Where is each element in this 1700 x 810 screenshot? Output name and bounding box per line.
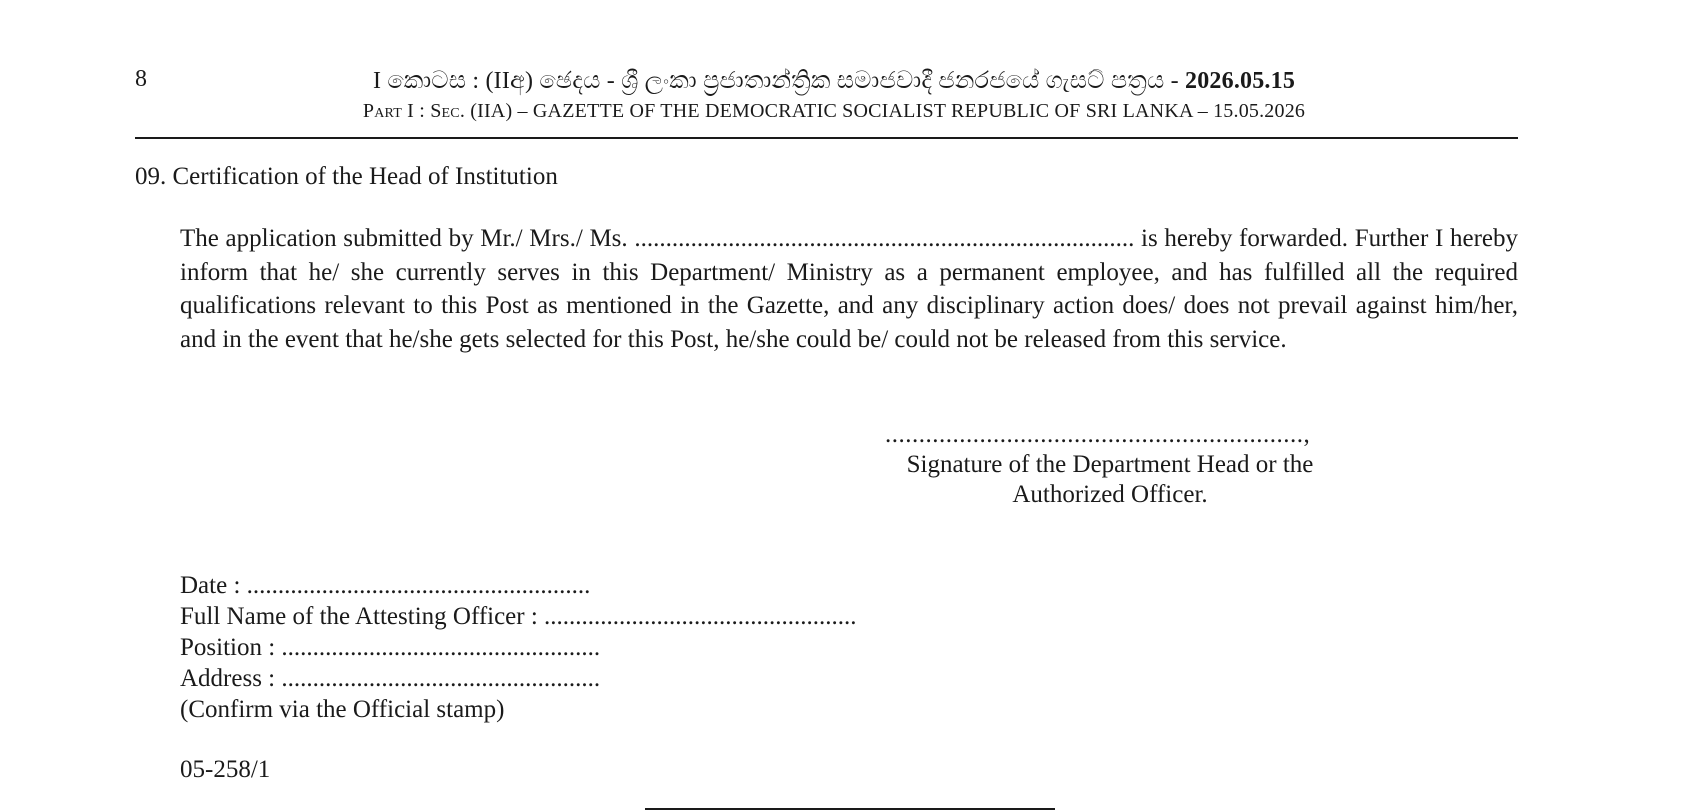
section-title: 09. Certification of the Head of Institution [135, 163, 558, 190]
header-english-rest: (IIA) – GAZETTE OF THE DEMOCRATIC SOCIALIST REPUBLIC OF SRI LANKA – 15.05.2026 [465, 100, 1306, 122]
signature-caption-line2: Authorized Officer. [1012, 481, 1208, 508]
header-sinhala-line [135, 66, 1518, 96]
header-english-roman: I : [401, 100, 431, 122]
header-sinhala-title: I කොටස : (IIඅ) ඡෙදය - ශ්‍රී ලංකා ප්‍රජාතාන්ත්‍රික සමාජවාදී ජනරජයේ ගැසට් පත්‍රය - [372, 68, 1186, 94]
header-english-part: Part [362, 100, 402, 122]
attestation-form [180, 570, 857, 725]
header-sinhala-date: 2026.05.15 [1185, 68, 1296, 94]
page-number: 8 [135, 66, 147, 92]
header-divider [135, 137, 1518, 139]
header-english-line [135, 98, 1518, 124]
signature-block [885, 420, 1335, 510]
certification-paragraph: The application submitted by Mr./ Mrs./ Ms. ................................................................................ is hereby forwarded. Further I hereby inform that he/ she currently serves in this Department/ Ministry as a permanent employee, and has fulfilled all the required qualifications relevant to this Post as mentioned in the Gazette, and any disciplinary action does/ does not prevail against him/her, and in the event that he/she gets selected for this Post, he/she could be/ could not be released from this service. [180, 225, 1518, 353]
header-english-sec: Sec. [430, 100, 466, 122]
signature-caption-line1: Signature of the Department Head or the [906, 451, 1314, 478]
signature-dotted-line: .............................................................., [885, 421, 1311, 448]
full-name-field: Full Name of the Attesting Officer : .................................................. [180, 603, 857, 630]
official-stamp-note: (Confirm via the Official stamp) [180, 696, 505, 723]
address-field: Address : ................................................... [180, 665, 601, 692]
position-field: Position : ................................................... [180, 634, 601, 661]
gazette-header [135, 66, 1518, 124]
reference-number: 05-258/1 [180, 756, 271, 783]
date-field: Date : ....................................................... [180, 572, 591, 599]
